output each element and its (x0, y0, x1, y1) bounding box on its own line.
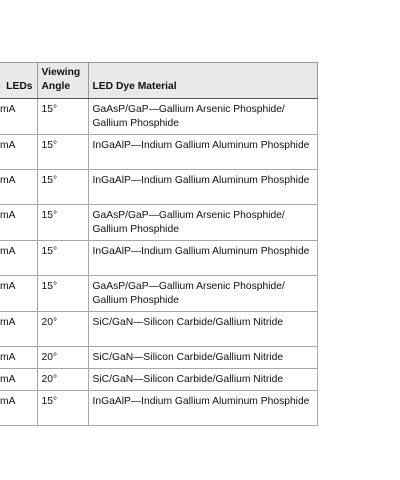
material-cell: SiC/GaN—Silicon Carbide/Gallium Nitride (88, 369, 317, 391)
led-spec-table (0, 62, 318, 426)
table-row (0, 135, 317, 170)
current-cell: mA (0, 312, 37, 347)
current-cell: mA (0, 99, 37, 135)
angle-cell: 15° (37, 99, 88, 135)
material-cell: InGaAlP—Indium Gallium Aluminum Phosphide (88, 241, 317, 276)
material-cell: SiC/GaN—Silicon Carbide/Gallium Nitride (88, 347, 317, 369)
header-viewing-angle: Viewing Angle (37, 63, 88, 99)
angle-cell: 15° (37, 135, 88, 170)
led-spec-table-wrapper (0, 62, 317, 426)
material-cell: GaAsP/GaP—Gallium Arsenic Phosphide/ Gallium Phosphide (88, 276, 317, 312)
angle-cell: 15° (37, 391, 88, 426)
angle-cell: 15° (37, 241, 88, 276)
table-row (0, 391, 317, 426)
header-row (0, 63, 317, 99)
current-cell: mA (0, 347, 37, 369)
angle-cell: 20° (37, 312, 88, 347)
material-cell: InGaAlP—Indium Gallium Aluminum Phosphide (88, 170, 317, 205)
table-row (0, 241, 317, 276)
table-row (0, 276, 317, 312)
current-cell: mA (0, 369, 37, 391)
material-cell: InGaAlP—Indium Gallium Aluminum Phosphide (88, 135, 317, 170)
material-cell: SiC/GaN—Silicon Carbide/Gallium Nitride (88, 312, 317, 347)
angle-cell: 15° (37, 170, 88, 205)
header-leds: LEDs (0, 63, 37, 99)
table-row (0, 347, 317, 369)
table-row (0, 369, 317, 391)
header-dye-material: LED Dye Material (88, 63, 317, 99)
angle-cell: 20° (37, 347, 88, 369)
angle-cell: 15° (37, 205, 88, 241)
current-cell: mA (0, 276, 37, 312)
current-cell: mA (0, 241, 37, 276)
current-cell: mA (0, 135, 37, 170)
current-cell: mA (0, 391, 37, 426)
table-row (0, 99, 317, 135)
material-cell: GaAsP/GaP—Gallium Arsenic Phosphide/ Gallium Phosphide (88, 205, 317, 241)
table-row (0, 205, 317, 241)
material-cell: GaAsP/GaP—Gallium Arsenic Phosphide/ Gallium Phosphide (88, 99, 317, 135)
table-row (0, 312, 317, 347)
angle-cell: 20° (37, 369, 88, 391)
table-row (0, 170, 317, 205)
current-cell: mA (0, 170, 37, 205)
angle-cell: 15° (37, 276, 88, 312)
material-cell: InGaAlP—Indium Gallium Aluminum Phosphide (88, 391, 317, 426)
current-cell: mA (0, 205, 37, 241)
